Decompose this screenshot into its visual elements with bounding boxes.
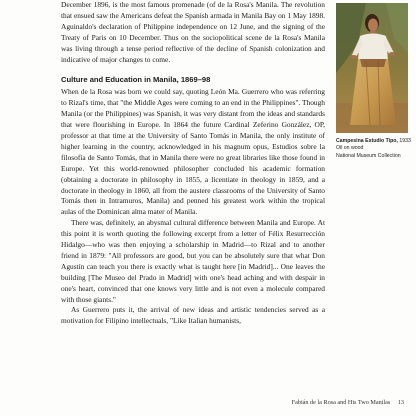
body-column [61, 0, 325, 327]
body-paragraph-2: There was, definitely, an abysmal cultural difference between Manila and Europe. At this point it is worth quoting the following excerpt from a letter of Félix Resurrección Hidalgo—who was then enjoying a scholarship in Madrid—to Rizal and to another friend in 1879: "All professors are good, but you can be absolutely sure that what Don Agustín can teach you there is exactly what is taught here [in Madrid]... One leaves the building [The Museo del Prado in Madrid] with one's head aching and with despair in one's heart, convinced that one knows very little and is not even a molecule compared with those giants." [61, 218, 325, 304]
caption-title: Campesina Estudio Tipo, [336, 138, 398, 144]
body-paragraph-1: When de la Rosa was born we could say, quoting León Ma. Guerrero who was referring to Rizal's time, that "the Middle Ages were coming to an end in the Philippines". Though Manila (or the Philippines) was Spanish, it was very distant from the ideas and standards that were flourishing in Europe. In 1864 the future Cardinal Zeferino González, OP, professor at that time at the University of Santo Tomás in Manila, the only institute of higher learning in the country, acknowledged in his magnum opus, Estudios sobre la filosofía de Santo Tomás, that in Manila there were no great libraries like those found in Europe. Yet this world-renowned philosopher concluded his academic formation (obtaining a doctorate in philosophy in 1855, a licentiate in theology in 1859, and a doctorate in theology in 1860, all from the austere classrooms of the University of Santo Tomás then in Intramuros, Manila) and penned his greatest work within the tropical aulas of the Dominican alma mater of Manila. [61, 87, 325, 217]
page-number: 13 [397, 399, 404, 406]
caption-medium: Oil on wood [336, 145, 364, 152]
body-paragraph-3: As Guerrero puts it, the arrival of new ideas and artistic tendencies served as a motivation for Filipino intellectuals, "Like Italian humanists, [61, 305, 325, 326]
section-heading: Culture and Education in Manila, 1869–98 [61, 75, 211, 85]
page-footer [292, 399, 404, 406]
caption-collection: National Museum Collection [336, 152, 401, 159]
painting-image [336, 3, 408, 133]
figure-caption [336, 138, 412, 160]
intro-paragraph: December 1896, is the most famous promenade (of de la Rosa's Manila. The revolution that ensued saw the Americans defeat the Spanish armada in Manila Bay on 1 May 1898. Aguinaldo's declaration of Philippine independence on 12 June, and the signing of the Treaty of Paris on 10 December. Thus on the sociopolitical scene de la Rosa's Manila was living through a tense period reflective of the decline of Spanish colonization and indicative of major changes to come. [61, 0, 325, 64]
running-head: Fabián de la Rosa and His Two Manilas [291, 399, 391, 406]
painting-figure [336, 3, 408, 133]
caption-year: 1933 [399, 138, 411, 144]
